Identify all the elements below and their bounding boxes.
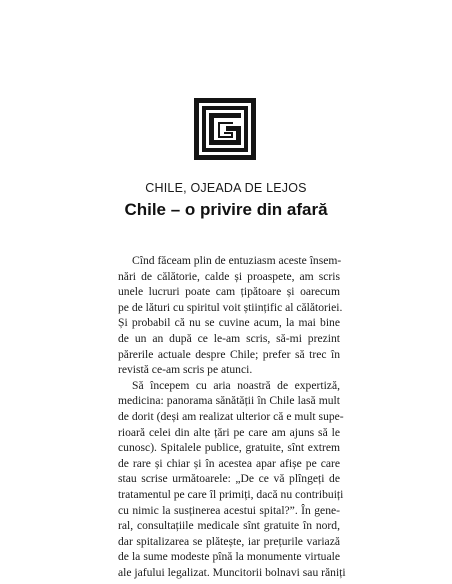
text-line: de dorit (deși am realizat ulterior că e mult supe- xyxy=(118,409,344,423)
text-line: de un an după ce le-am scris, să-mi prezint xyxy=(118,331,340,345)
text-line: revistă ce-am scris pe atunci. xyxy=(118,363,253,377)
text-line: dar spitalizarea se plătește, iar prețurile variază xyxy=(118,534,340,548)
text-line: cu nimic la susținerea acestui spital?”. În gene- xyxy=(118,503,340,517)
text-line: Să începem cu aria noastră de expertiză, xyxy=(132,378,340,392)
text-line: părerile actuale despre Chile; prefer să trec în xyxy=(118,347,340,361)
chapter-emblem-icon xyxy=(193,97,257,161)
text-line: medicina: panorama sănătății în Chile lasă mult xyxy=(118,394,340,408)
chapter-title: Chile – o privire din afară xyxy=(124,200,328,219)
text-line: cunosc). Spitalele publice, gratuite, sînt extrem xyxy=(118,441,340,455)
chapter-kicker: CHILE, OJEADA DE LEJOS xyxy=(145,181,307,195)
text-line: pe de lături cu spiritul voit științific al călătoriei. xyxy=(118,300,343,314)
text-line: Cînd făceam plin de entuziasm aceste însem- xyxy=(132,254,342,267)
text-line: rioară celei din alte țări pe care am ajuns să le xyxy=(118,425,340,439)
text-line: unele lucruri poate cam țipătoare și oarecum xyxy=(118,285,340,299)
text-line: de rare și chiar și în acestea apar afișe pe care xyxy=(118,456,340,470)
text-line: stau scrise următoarele: „De ce vă plîngeți de xyxy=(118,472,340,486)
text-line: ale jafului legalizat. Muncitorii bolnavi sau răniți xyxy=(118,565,346,579)
text-line: de la sume modeste pînă la monumente virtuale xyxy=(118,550,340,564)
text-line: Și probabil că nu se cuvine acum, la mai bine xyxy=(118,316,340,330)
text-line: tratamentul pe care îl primiți, dacă nu contribuiți xyxy=(118,487,344,501)
text-line: nări de călătorie, calde și proaspete, am scris xyxy=(118,269,340,283)
paragraph xyxy=(118,378,346,581)
text-line: ral, consultațiile medicale sînt gratuite în nord, xyxy=(118,519,340,533)
paragraph xyxy=(118,253,343,378)
body-text xyxy=(118,253,346,580)
